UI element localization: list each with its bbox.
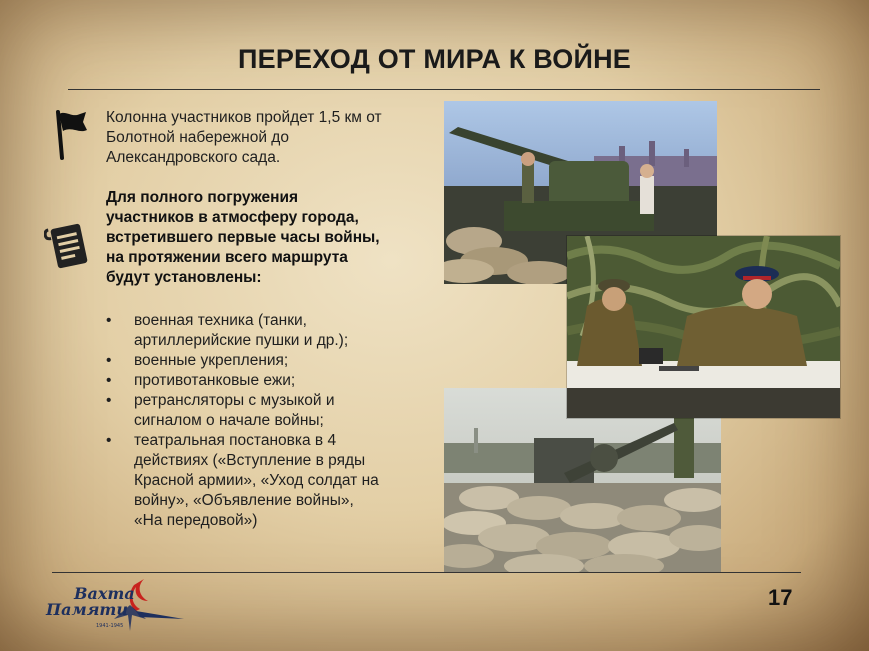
list-item xyxy=(106,311,416,351)
title-divider xyxy=(68,89,820,90)
emphasis-line: участников в атмосферу города, xyxy=(106,209,359,226)
document-list-icon xyxy=(44,220,94,272)
intro-line: Александровского сада. xyxy=(106,149,281,166)
list-item xyxy=(106,371,416,391)
list-item-line: Красной армии», «Уход солдат на xyxy=(134,472,379,489)
emphasis-line: будут установлены: xyxy=(106,269,262,286)
list-item-line: • противотанковые ежи; xyxy=(134,372,296,389)
vakhta-pamyati-logo xyxy=(44,575,189,633)
logo-word-pamyati: Памяти xyxy=(46,600,128,619)
emphasis-line: на протяжении всего маршрута xyxy=(106,249,348,266)
list-item-line: • военная техника (танки, xyxy=(134,312,307,329)
intro-text xyxy=(106,108,416,168)
list-item-line: • театральная постановка в 4 xyxy=(134,432,337,449)
intro-line: Болотной набережной до xyxy=(106,129,289,146)
list-item-line: артиллерийские пушки и др.); xyxy=(134,332,349,349)
slide-title: ПЕРЕХОД ОТ МИРА К ВОЙНЕ xyxy=(238,44,631,74)
photo-soldiers-telephone xyxy=(567,236,840,418)
emphasis-paragraph xyxy=(106,188,416,288)
list-item-line: сигналом о начале войны; xyxy=(134,412,324,429)
list-item-line: действиях («Вступление в ряды xyxy=(134,452,366,469)
page-number: 17 xyxy=(768,585,793,610)
emphasis-line: встретившего первые часы войны, xyxy=(106,229,380,246)
installations-list xyxy=(106,311,416,531)
list-item xyxy=(106,351,416,371)
flag-icon xyxy=(52,108,92,160)
list-item-line: войну», «Объявление войны», xyxy=(134,492,354,509)
logo-word-vakhta: Вахта xyxy=(74,584,135,603)
intro-line: Колонна участников пройдет 1,5 км от xyxy=(106,109,382,126)
footer-divider xyxy=(52,572,801,573)
list-item-line: «На передовой») xyxy=(134,512,258,529)
list-item xyxy=(106,431,416,531)
logo-years: 1941-1945 xyxy=(96,623,124,629)
list-item-line: • ретрансляторы с музыкой и xyxy=(134,392,335,409)
emphasis-line: Для полного погружения xyxy=(106,189,299,206)
list-item xyxy=(106,391,416,431)
list-item-line: • военные укрепления; xyxy=(134,352,289,369)
